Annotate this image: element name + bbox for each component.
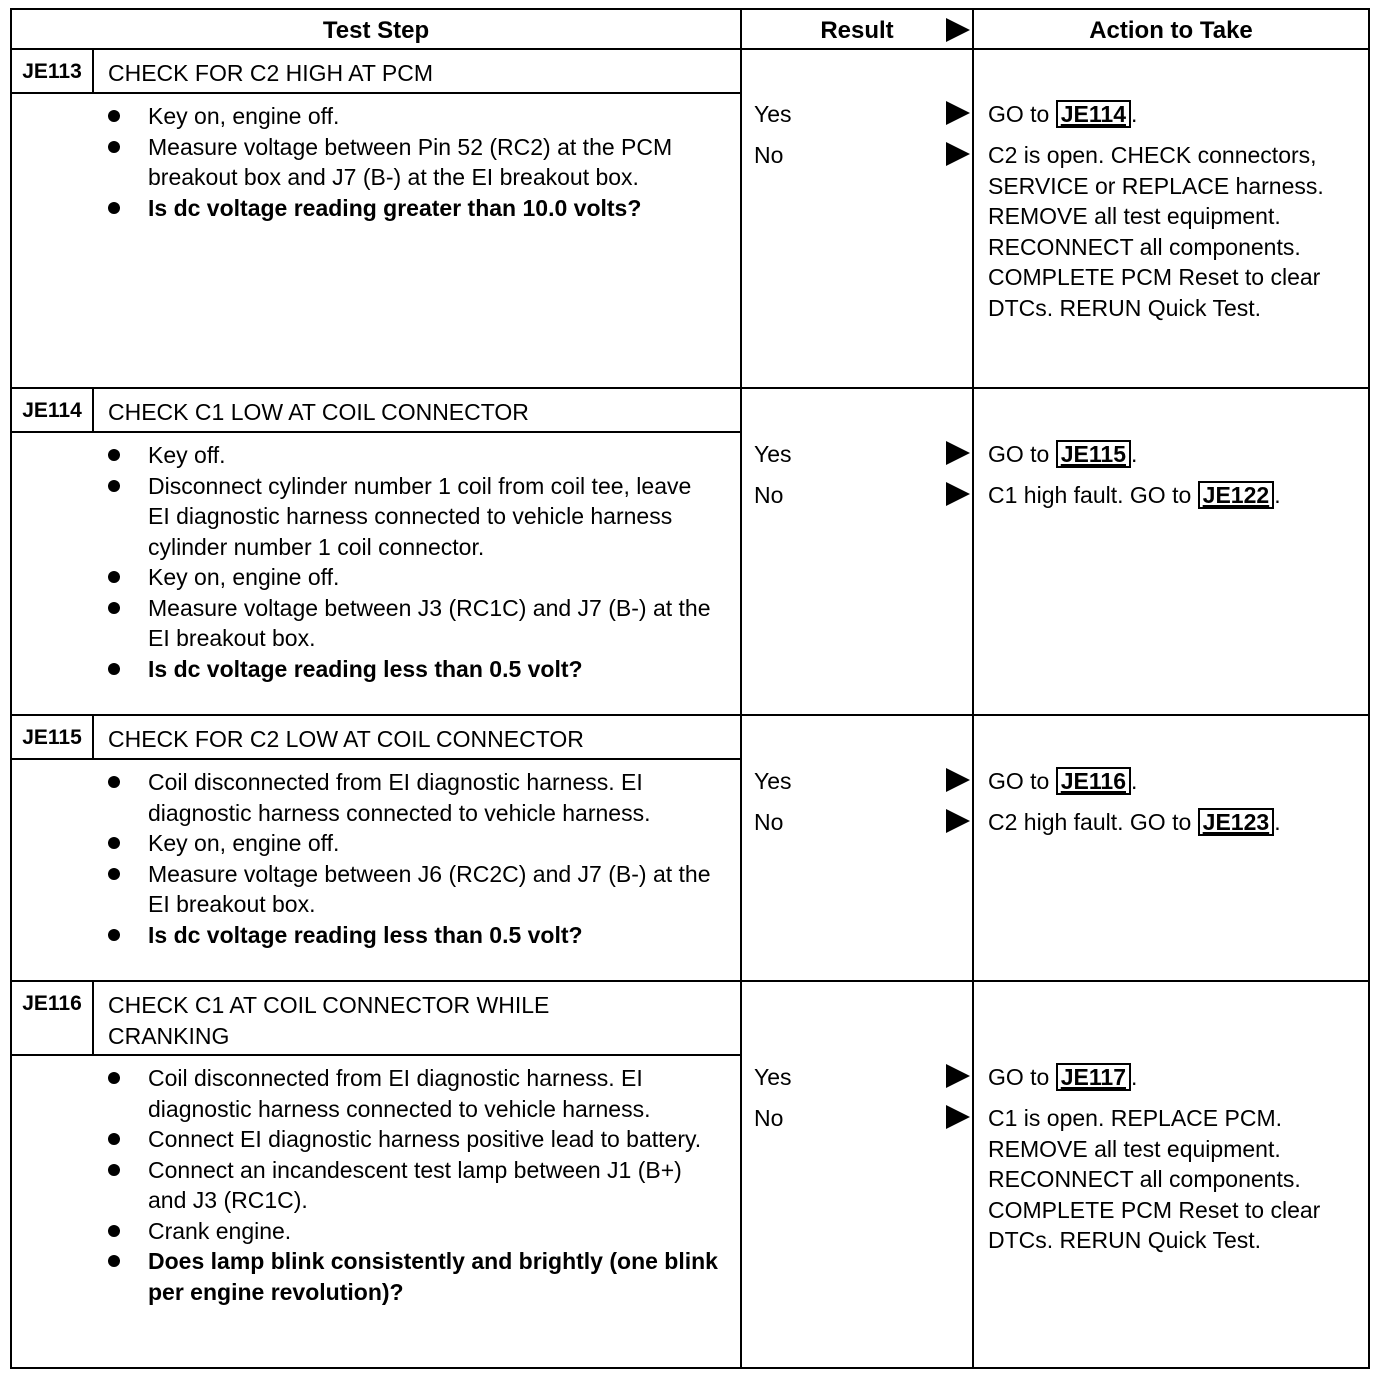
step-id: JE114 — [22, 399, 82, 422]
action-suffix: . — [1131, 1064, 1138, 1090]
title-divider — [12, 431, 740, 433]
step-item: Key on, engine off. — [108, 828, 718, 859]
step-question: Is dc voltage reading less than 0.5 volt? — [108, 920, 718, 951]
title-divider — [12, 1054, 740, 1056]
step-question: Is dc voltage reading greater than 10.0 volts? — [108, 193, 718, 224]
step-ref-link[interactable]: JE117 — [1056, 1063, 1131, 1091]
test-row-je115 — [12, 716, 1368, 980]
step-id: JE115 — [22, 726, 82, 749]
no-arrow-icon — [946, 482, 970, 506]
step-list — [108, 440, 718, 684]
result-no: No — [754, 809, 784, 835]
step-item: Measure voltage between Pin 52 (RC2) at the PCM breakout box and J7 (B-) at the EI breakout box. — [108, 132, 718, 193]
step-item: Connect an incandescent test lamp between J1 (B+) and J3 (RC1C). — [108, 1155, 718, 1216]
result-yes: Yes — [754, 768, 792, 794]
header-action: Action to Take — [1089, 17, 1253, 44]
action-yes — [988, 439, 1358, 470]
yes-arrow-icon — [946, 1064, 970, 1088]
step-id: JE113 — [22, 60, 82, 83]
step-item: Crank engine. — [108, 1216, 718, 1247]
yes-arrow-icon — [946, 101, 970, 125]
result-no: No — [754, 142, 784, 168]
step-ref-link[interactable]: JE114 — [1056, 100, 1131, 128]
step-item: Coil disconnected from EI diagnostic harness. EI diagnostic harness connected to vehicle harness. — [108, 767, 718, 828]
yes-arrow-icon — [946, 768, 970, 792]
action-suffix: . — [1274, 809, 1281, 835]
action-no — [988, 480, 1358, 511]
step-item: Key off. — [108, 440, 718, 471]
yes-arrow-icon — [946, 441, 970, 465]
header-test-step: Test Step — [322, 17, 430, 44]
action-suffix: . — [1274, 482, 1281, 508]
id-separator — [92, 50, 94, 92]
step-list — [108, 767, 718, 950]
action-suffix: . — [1131, 768, 1138, 794]
action-text: GO to — [988, 101, 1050, 127]
id-separator — [92, 389, 94, 431]
test-row-je114 — [12, 389, 1368, 714]
step-ref-link[interactable]: JE116 — [1056, 767, 1131, 795]
step-item: Key on, engine off. — [108, 562, 718, 593]
action-yes — [988, 99, 1358, 130]
step-question: Does lamp blink consistently and brightly (one blink per engine revolution)? — [108, 1246, 718, 1307]
step-item: Connect EI diagnostic harness positive lead to battery. — [108, 1124, 718, 1155]
title-divider — [12, 758, 740, 760]
action-text: GO to — [988, 768, 1050, 794]
action-text: C2 high fault. GO to — [988, 809, 1192, 835]
no-arrow-icon — [946, 142, 970, 166]
action-yes — [988, 1062, 1358, 1093]
result-no: No — [754, 482, 784, 508]
step-title: CHECK FOR C2 LOW AT COIL CONNECTOR — [108, 726, 584, 752]
action-no — [988, 807, 1358, 838]
action-no — [988, 1103, 1358, 1256]
action-no — [988, 140, 1358, 323]
action-text: C1 high fault. GO to — [988, 482, 1192, 508]
action-text: C1 is open. REPLACE PCM. REMOVE all test equipment. RECONNECT all components. COMPLETE PCM Reset to clear DTCs. RERUN Quick Test. — [988, 1105, 1321, 1253]
action-text: GO to — [988, 1064, 1050, 1090]
action-yes — [988, 766, 1358, 797]
step-ref-link[interactable]: JE122 — [1198, 481, 1275, 509]
title-divider — [12, 92, 740, 94]
step-item: Measure voltage between J6 (RC2C) and J7 (B-) at the EI breakout box. — [108, 859, 718, 920]
step-title: CHECK FOR C2 HIGH AT PCM — [108, 60, 434, 86]
step-item: Key on, engine off. — [108, 101, 718, 132]
no-arrow-icon — [946, 809, 970, 833]
step-item: Measure voltage between J3 (RC1C) and J7 (B-) at the EI breakout box. — [108, 593, 718, 654]
id-separator — [92, 716, 94, 758]
diagnostic-table — [10, 8, 1370, 1369]
result-no: No — [754, 1105, 784, 1131]
step-item: Disconnect cylinder number 1 coil from coil tee, leave EI diagnostic harness connected to vehicle harness cylinder number 1 coil connector. — [108, 471, 718, 563]
action-suffix: . — [1131, 101, 1138, 127]
result-yes: Yes — [754, 441, 792, 467]
step-title: CHECK C1 LOW AT COIL CONNECTOR — [108, 399, 529, 425]
step-ref-link[interactable]: JE123 — [1198, 808, 1275, 836]
step-list — [108, 101, 718, 223]
step-question: Is dc voltage reading less than 0.5 volt? — [108, 654, 718, 685]
action-text: C2 is open. CHECK connectors, SERVICE or REPLACE harness. REMOVE all test equipment. RECONNECT all components. COMPLETE PCM Reset to clear DTCs. RERUN Quick Test. — [988, 142, 1324, 321]
step-title: CHECK C1 AT COIL CONNECTOR WHILE CRANKING — [108, 992, 550, 1049]
result-yes: Yes — [754, 101, 792, 127]
header-arrow-icon — [946, 18, 970, 42]
id-separator — [92, 982, 94, 1054]
step-list — [108, 1063, 718, 1307]
header-result: Result — [820, 17, 894, 44]
action-suffix: . — [1131, 441, 1138, 467]
step-id: JE116 — [22, 992, 82, 1015]
test-row-je113 — [12, 50, 1368, 387]
action-text: GO to — [988, 441, 1050, 467]
step-item: Coil disconnected from EI diagnostic harness. EI diagnostic harness connected to vehicle harness. — [108, 1063, 718, 1124]
step-ref-link[interactable]: JE115 — [1056, 440, 1131, 468]
no-arrow-icon — [946, 1105, 970, 1129]
result-yes: Yes — [754, 1064, 792, 1090]
test-row-je116 — [12, 982, 1368, 1367]
